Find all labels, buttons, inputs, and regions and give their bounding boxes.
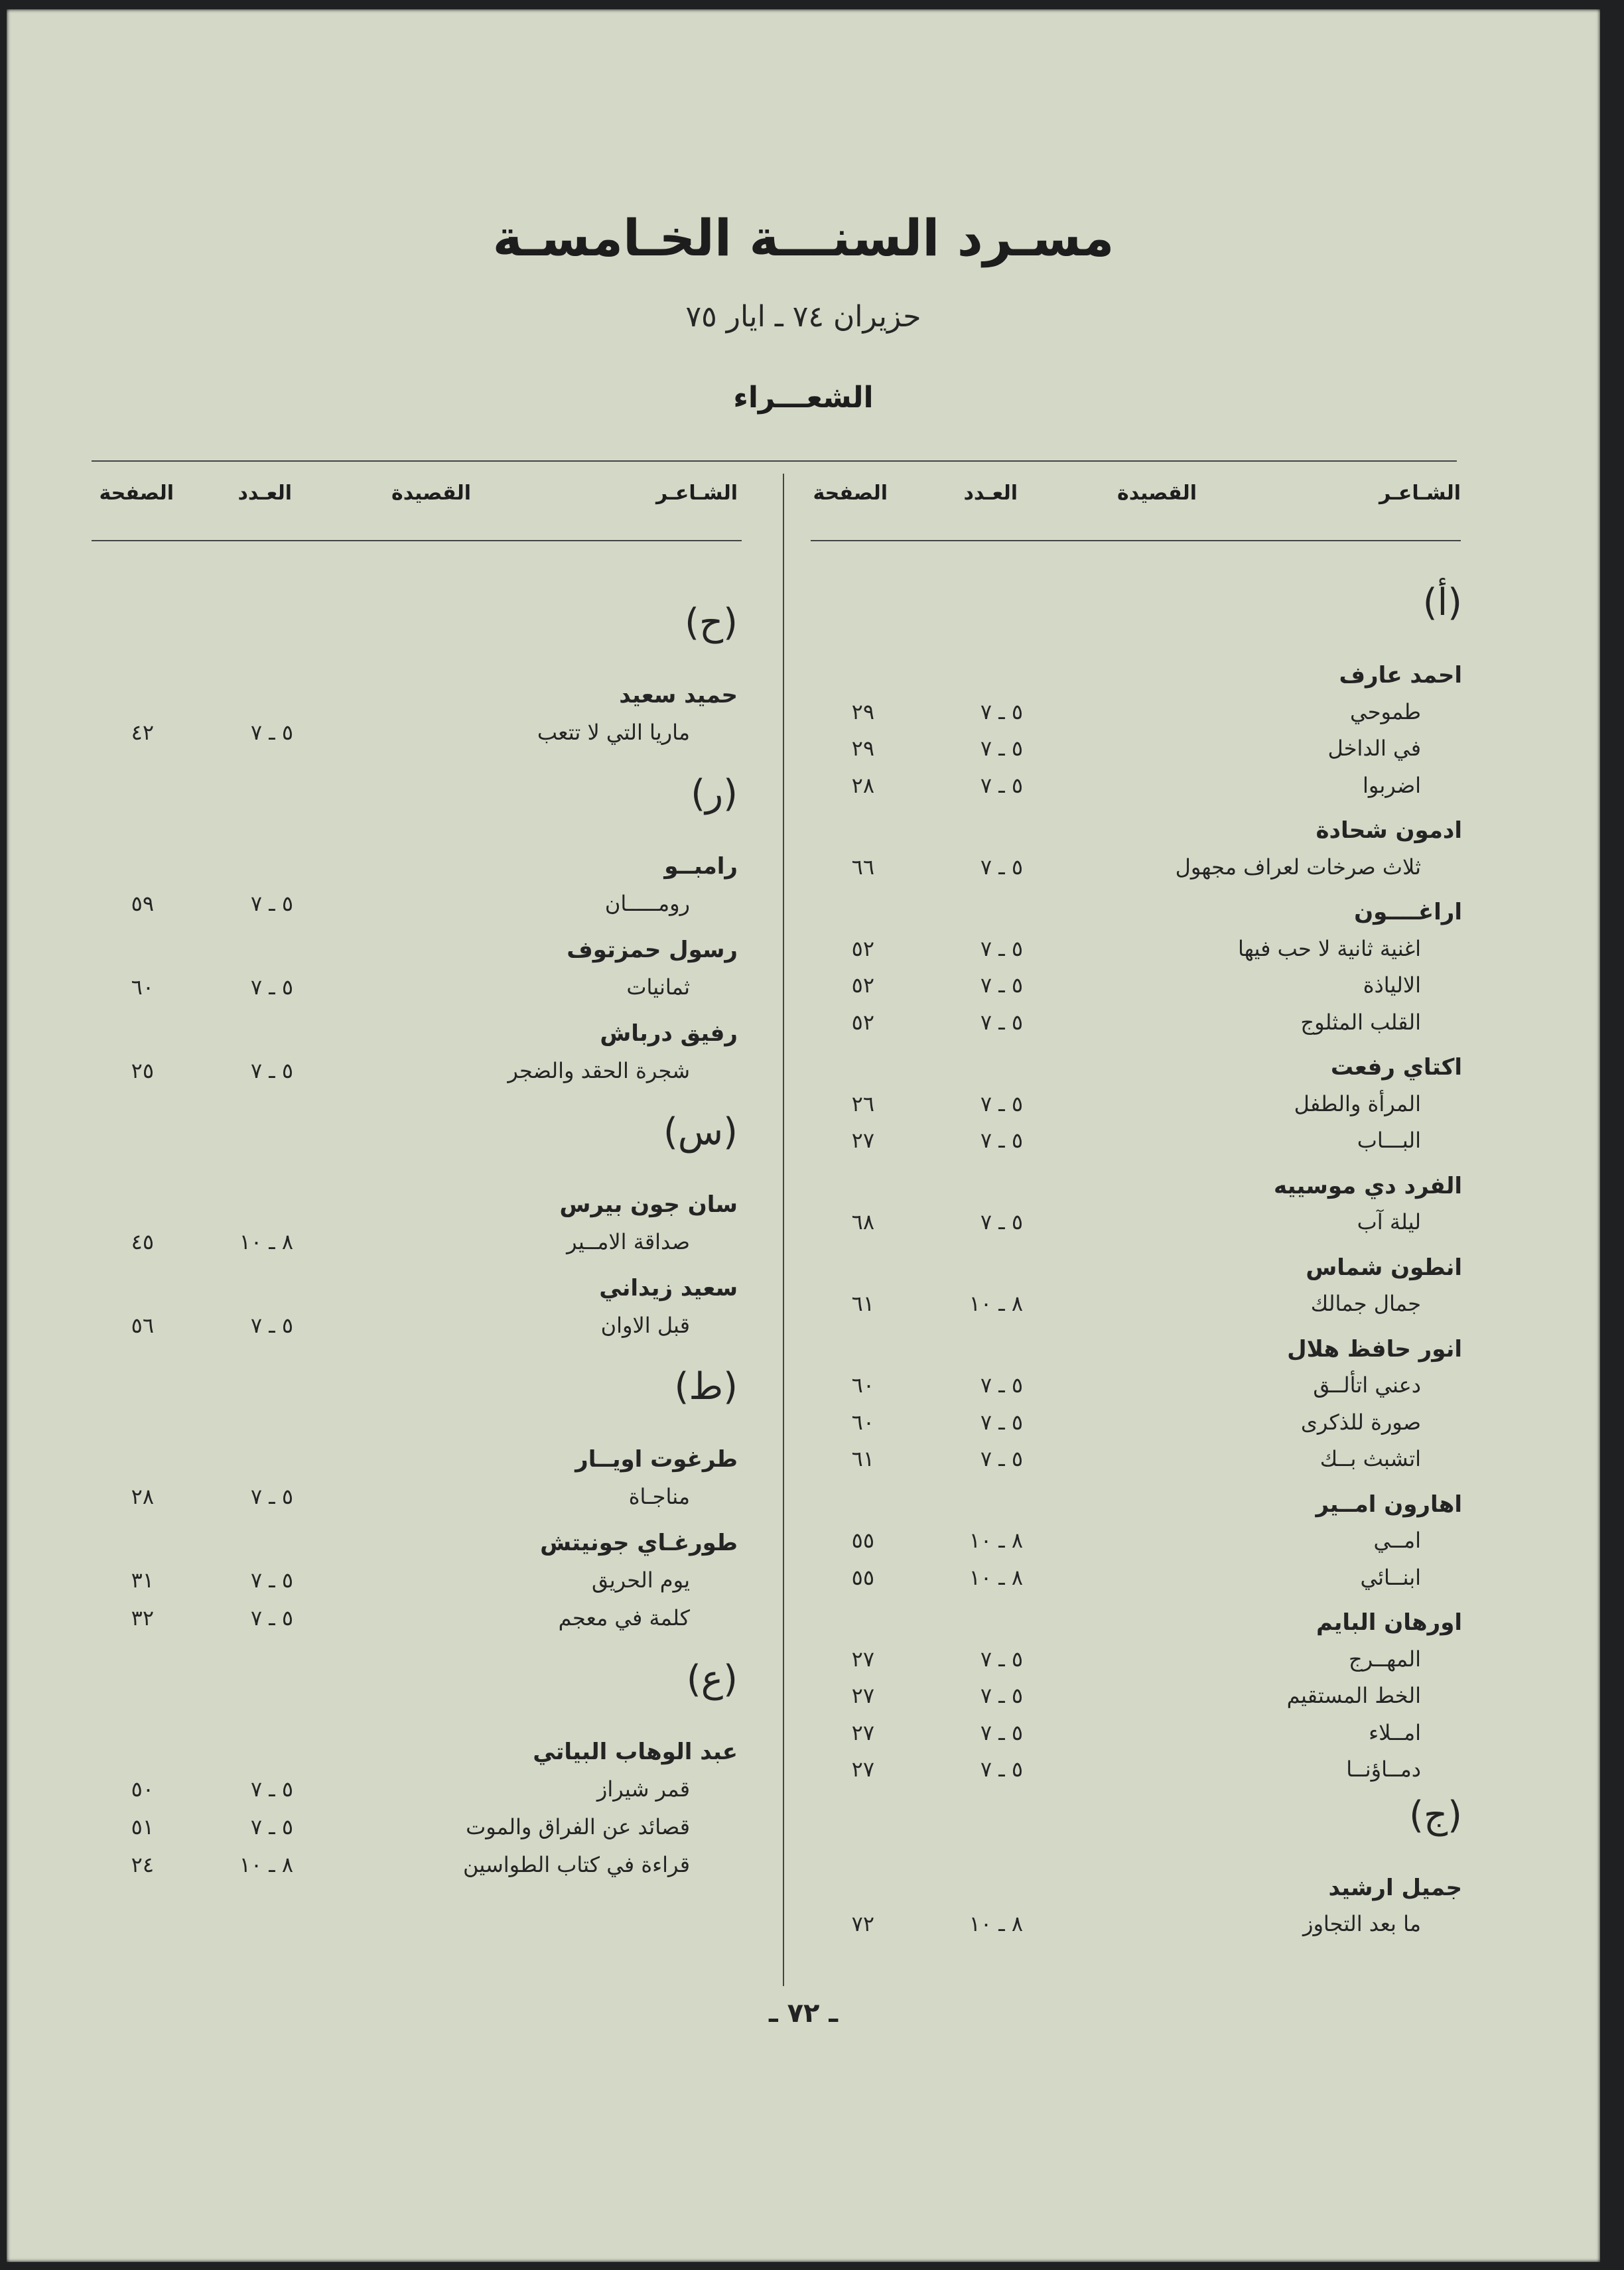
poem-title: مناجـاة <box>628 1484 690 1509</box>
page-ref: ٥٢ <box>851 972 874 998</box>
issue-number: ٥ ـ ٧ <box>980 1409 1023 1435</box>
issue-number: ٥ ـ ٧ <box>250 1313 293 1338</box>
issue-number: ٥ ـ ٧ <box>250 1814 293 1839</box>
issue-number: ٥ ـ ٧ <box>250 974 293 1000</box>
page-ref: ٢٧ <box>851 1719 874 1745</box>
issue-number: ٥ ـ ٧ <box>250 720 293 745</box>
page-ref: ٦٦ <box>851 854 874 880</box>
poet-name: انور حافظ هلال <box>1287 1335 1462 1363</box>
poem-row <box>7 1058 1600 1095</box>
letter-heading <box>7 1110 1600 1154</box>
issue-number: ٨ ـ ١٠ <box>239 1852 293 1877</box>
poem-row <box>7 1852 1600 1889</box>
issue-number: ٥ ـ ٧ <box>980 1757 1023 1782</box>
section-heading: الشعـــراء <box>733 381 874 415</box>
poem-title: ابنــائي <box>1360 1564 1421 1590</box>
poem-title: جمال جمالك <box>1310 1291 1421 1316</box>
issue-number: ٥ ـ ٧ <box>980 1009 1023 1035</box>
issue-number: ٥ ـ ٧ <box>250 1568 293 1593</box>
document-page <box>7 9 1600 2262</box>
poet-entry <box>7 1446 1600 1483</box>
poet-entry <box>7 682 1600 719</box>
issue-number: ٥ ـ ٧ <box>980 736 1023 761</box>
poem-title: رومـــــان <box>604 891 690 916</box>
poem-title: الالياذة <box>1363 972 1421 998</box>
page-ref: ٥٠ <box>131 1776 154 1802</box>
poem-title: امــي <box>1373 1528 1421 1553</box>
page-title: مسـرد السنـــة الخـامسـة <box>492 208 1115 267</box>
poet-name: رسول حمزتوف <box>567 937 738 963</box>
header-poet-left: الشـاعـر <box>655 482 738 505</box>
letter-label: (ع) <box>686 1658 738 1701</box>
poem-title: في الداخل <box>1327 736 1421 761</box>
poem-title: قراءة في كتاب الطواسين <box>462 1852 690 1877</box>
page-ref: ٦٠ <box>851 1409 874 1435</box>
poem-title: شجرة الحقد والضجر <box>508 1058 690 1083</box>
poet-name: جميل ارشيد <box>1328 1874 1462 1901</box>
poem-title: اتشبث بــك <box>1320 1446 1421 1471</box>
issue-number: ٥ ـ ٧ <box>980 1091 1023 1116</box>
poem-title: قمر شيراز <box>596 1776 690 1802</box>
issue-number: ٥ ـ ٧ <box>980 1683 1023 1708</box>
poem-title: كلمة في معجم <box>558 1605 690 1631</box>
issue-number: ٥ ـ ٧ <box>250 1776 293 1802</box>
page-ref: ٥٩ <box>131 891 154 916</box>
poem-title: قبل الاوان <box>600 1313 690 1338</box>
poet-name: ادمون شحادة <box>1316 817 1462 844</box>
issue-number: ٨ ـ ١٠ <box>969 1911 1023 1936</box>
header-page-right: الصفحة <box>813 482 888 505</box>
poem-title: الخط المستقيم <box>1286 1683 1421 1708</box>
poet-entry <box>7 853 1600 890</box>
letter-label: (س) <box>663 1110 738 1154</box>
issue-number: ٥ ـ ٧ <box>980 772 1023 798</box>
header-poem-left: القصيدة <box>391 482 471 505</box>
poem-title: اغنية ثانية لا حب فيها <box>1237 935 1421 961</box>
poet-name: سان جون بيرس <box>559 1191 738 1218</box>
poem-title: اضربوا <box>1362 772 1421 798</box>
letter-label: (ر) <box>691 772 738 815</box>
poet-name: اراغــــون <box>1354 899 1462 925</box>
poet-entry <box>7 1191 1600 1229</box>
page-ref: ٥٥ <box>851 1564 874 1590</box>
header-poem-right: القصيدة <box>1117 482 1197 505</box>
letter-label: (أ) <box>1422 581 1462 624</box>
poem-row <box>7 1484 1600 1521</box>
letter-label: (ح) <box>685 601 738 644</box>
issue-number: ٥ ـ ٧ <box>250 891 293 916</box>
poem-title: صورة للذكرى <box>1300 1409 1421 1435</box>
poem-row <box>7 974 1600 1012</box>
page-ref: ٧٢ <box>851 1911 874 1936</box>
header-poet-right: الشـاعـر <box>1379 482 1461 505</box>
poem-title: ليلة آب <box>1357 1209 1421 1235</box>
page-ref: ٥٥ <box>851 1528 874 1553</box>
letter-label: (ط) <box>674 1365 738 1408</box>
issue-number: ٥ ـ ٧ <box>250 1484 293 1509</box>
poet-name: الفرد دي موسييه <box>1274 1172 1462 1199</box>
page-ref: ٢٩ <box>851 699 874 724</box>
poem-title: ثمانيات <box>626 974 690 1000</box>
poem-title: المهــرج <box>1349 1646 1421 1672</box>
issue-number: ٥ ـ ٧ <box>980 1646 1023 1672</box>
poem-title: صداقة الامــير <box>567 1229 690 1254</box>
issue-number: ٨ ـ ١٠ <box>969 1291 1023 1316</box>
poem-row <box>7 1313 1600 1350</box>
poem-title: طموحي <box>1350 699 1421 724</box>
poet-name: حميد سعيد <box>619 682 738 708</box>
issue-number: ٥ ـ ٧ <box>250 1605 293 1631</box>
poem-row <box>7 720 1600 757</box>
header-page-left: الصفحة <box>99 482 174 505</box>
page-ref: ٢٥ <box>131 1058 154 1083</box>
poem-row <box>7 891 1600 928</box>
page-ref: ٢٧ <box>851 1646 874 1672</box>
poet-entry <box>7 1020 1600 1057</box>
issue-number: ٥ ـ ٧ <box>980 1128 1023 1153</box>
page-ref: ٦١ <box>851 1446 874 1471</box>
page-ref: ٢٧ <box>851 1757 874 1782</box>
poem-title: البـــاب <box>1357 1128 1421 1153</box>
letter-heading <box>7 772 1600 815</box>
poem-title: امــلاء <box>1369 1719 1421 1745</box>
poem-row <box>7 1568 1600 1605</box>
page-ref: ٥٢ <box>851 935 874 961</box>
poem-row <box>7 1229 1600 1266</box>
page-ref: ٥٦ <box>131 1313 154 1338</box>
poem-title: ثلاث صرخات لعراف مجهول <box>1175 854 1421 880</box>
page-ref: ٦٨ <box>851 1209 874 1235</box>
issue-number: ٥ ـ ٧ <box>980 699 1023 724</box>
poet-name: طورغـاي جونيتش <box>540 1530 738 1556</box>
page-ref: ٣١ <box>131 1568 154 1593</box>
page-ref: ٢٧ <box>851 1128 874 1153</box>
issue-number: ٥ ـ ٧ <box>980 935 1023 961</box>
poem-row <box>7 1776 1600 1814</box>
page-ref: ٥١ <box>131 1814 154 1839</box>
page-subtitle: حزيران ٧٤ ـ ايار ٧٥ <box>685 300 921 334</box>
page-ref: ٥٢ <box>851 1009 874 1035</box>
issue-number: ٥ ـ ٧ <box>980 1719 1023 1745</box>
letter-heading <box>7 1365 1600 1408</box>
issue-number: ٨ ـ ١٠ <box>239 1229 293 1254</box>
poet-name: رامبــو <box>664 853 738 880</box>
poet-name: سعيد زيداني <box>599 1275 738 1302</box>
poem-row <box>7 1605 1600 1642</box>
poet-name: عبد الوهاب البياتي <box>533 1739 738 1765</box>
poet-name: انطون شماس <box>1306 1254 1462 1281</box>
poem-title: دعني اتألــق <box>1313 1372 1421 1398</box>
letter-heading <box>7 601 1600 644</box>
issue-number: ٥ ـ ٧ <box>980 1372 1023 1398</box>
page-ref: ٦٠ <box>851 1372 874 1398</box>
issue-number: ٨ ـ ١٠ <box>969 1528 1023 1553</box>
page-number: ـ ٧٢ ـ <box>768 1998 839 2029</box>
poem-title: ماريا التي لا تتعب <box>537 720 690 745</box>
poem-title: يوم الحريق <box>592 1568 690 1593</box>
index-column-left <box>7 9 1600 2262</box>
poet-entry <box>7 1530 1600 1567</box>
page-ref: ٤٥ <box>131 1229 154 1254</box>
poem-title: القلب المثلوج <box>1300 1009 1421 1035</box>
page-ref: ٤٢ <box>131 720 154 745</box>
issue-number: ٥ ـ ٧ <box>980 1209 1023 1235</box>
poem-title: المرأة والطفل <box>1294 1091 1421 1116</box>
poet-name: اهارون امــير <box>1316 1491 1462 1518</box>
issue-number: ٥ ـ ٧ <box>250 1058 293 1083</box>
issue-number: ٥ ـ ٧ <box>980 1446 1023 1471</box>
letter-label: (ج) <box>1409 1793 1462 1837</box>
issue-number: ٨ ـ ١٠ <box>969 1564 1023 1590</box>
poem-title: ما بعد التجاوز <box>1303 1911 1421 1936</box>
poet-name: طرغوت اويــار <box>575 1446 738 1473</box>
poem-row <box>7 1814 1600 1851</box>
page-ref: ٢٤ <box>131 1852 154 1877</box>
poet-entry <box>7 1739 1600 1776</box>
header-issue-left: العـدد <box>237 482 292 505</box>
page-ref: ٢٧ <box>851 1683 874 1708</box>
page-ref: ٦٠ <box>131 974 154 1000</box>
page-ref: ٢٦ <box>851 1091 874 1116</box>
page-ref: ٣٢ <box>131 1605 154 1631</box>
poem-title: قصائد عن الفراق والموت <box>466 1814 690 1839</box>
page-ref: ٦١ <box>851 1291 874 1316</box>
poet-name: اكتاي رفعت <box>1330 1054 1462 1081</box>
issue-number: ٥ ـ ٧ <box>980 972 1023 998</box>
issue-number: ٥ ـ ٧ <box>980 854 1023 880</box>
page-ref: ٢٨ <box>851 772 874 798</box>
poet-name: اورهان البايم <box>1316 1609 1462 1636</box>
page-ref: ٢٨ <box>131 1484 154 1509</box>
poet-entry <box>7 937 1600 974</box>
header-issue-right: العـدد <box>963 482 1018 505</box>
poet-name: رفيق درباش <box>600 1020 738 1047</box>
poet-entry <box>7 1275 1600 1312</box>
poem-title: دمــاؤنــا <box>1346 1757 1421 1782</box>
poet-name: احمد عارف <box>1339 662 1462 689</box>
page-ref: ٢٩ <box>851 736 874 761</box>
